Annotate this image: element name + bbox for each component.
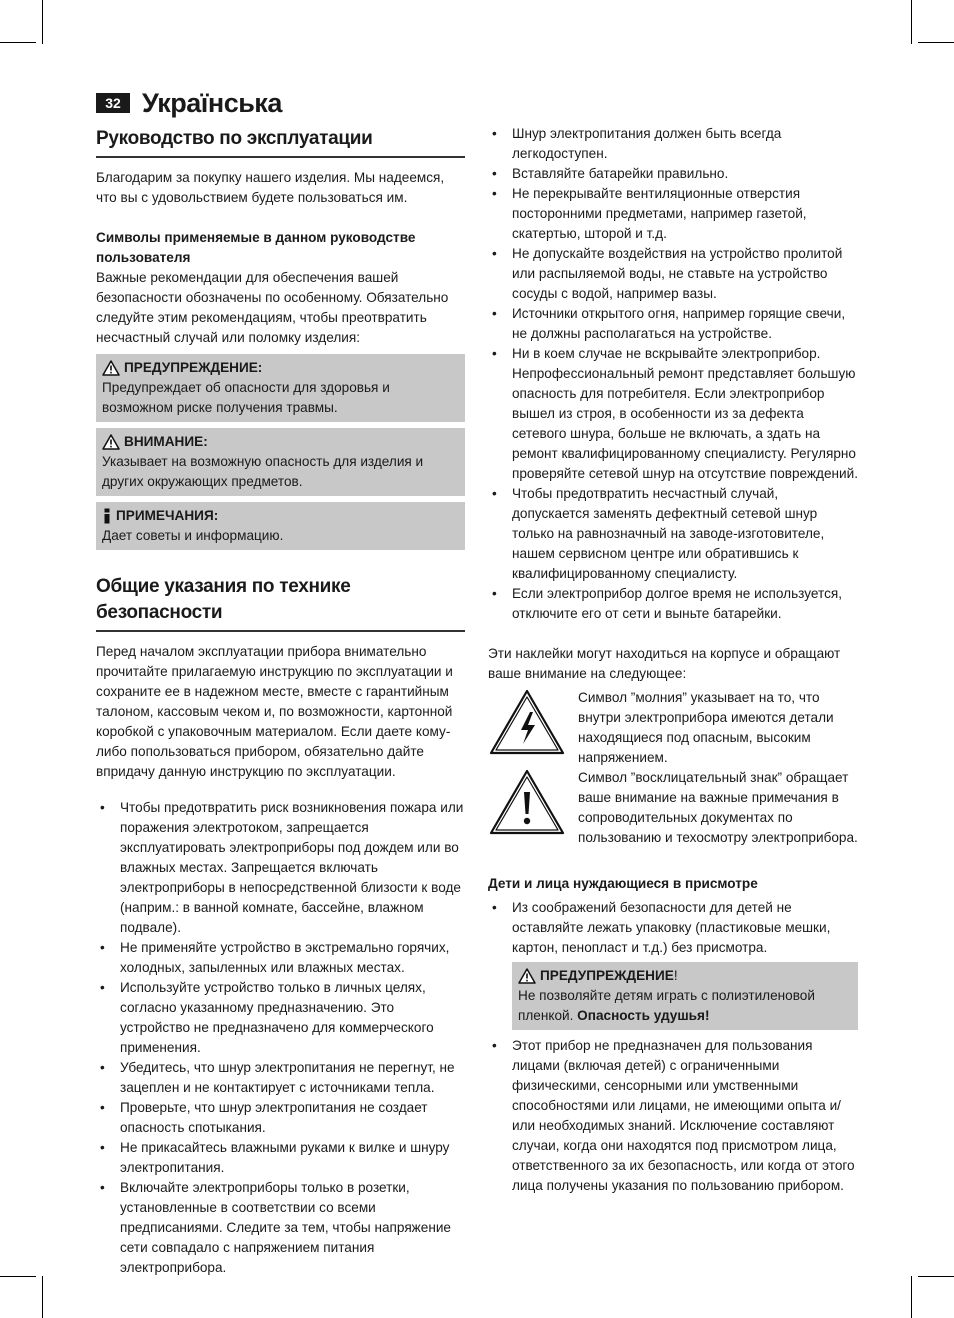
language-title: Українська	[142, 87, 282, 118]
notice-text: Дает советы и информацию.	[102, 528, 284, 543]
notice-label: ВНИМАНИЕ:	[124, 434, 208, 449]
notice-text	[518, 986, 852, 1026]
safety-list-left	[96, 798, 465, 1278]
notice-label: ПРЕДУПРЕЖДЕНИЕ	[540, 968, 674, 983]
notice-label: ПРИМЕЧАНИЯ:	[116, 508, 219, 523]
list-item: • Включайте электроприборы только в розетки, установленные в соответствии со всеми предписаниями. Следите за тем, чтобы напряжение сети совпадало с напряжением питания электроприбора.	[96, 1178, 465, 1278]
list-item: • Этот прибор не предназначен для пользования лицами (включая детей) с ограниченными физическими, сенсорными или умственными способностями или лицами, не имеющими опыта и/или необходимых знаний. Исключение составляют случаи, когда они находятся под присмотром лица, ответственного за их безопасность, или когда от этого лица получены указания по пользованию прибором.	[488, 1036, 858, 1196]
notice-text-bold: Опасность удушья!	[577, 1008, 710, 1023]
notice-label: ПРЕДУПРЕЖДЕНИЕ:	[124, 360, 263, 375]
sticker-exclamation	[488, 768, 858, 848]
lightning-warning-icon	[488, 688, 566, 756]
notice-text: Указывает на возможную опасность для изделия и других окружающих предметов.	[102, 454, 424, 489]
notice-text-normal: Не позволяйте детям играть с полиэтиленовой пленкой.	[518, 988, 815, 1023]
manual-intro: Благодарим за покупку нашего изделия. Мы надеемся, что вы с удовольствием будете пользоваться им.	[96, 170, 445, 205]
crop-mark	[42, 1276, 43, 1318]
list-item: • Не перекрывайте вентиляционные отверстия посторонними предметами, например газетой, скатертью, шторой и т.д.	[488, 184, 858, 244]
list-item: • Не допускайте воздействия на устройство пролитой или распыляемой воды, не ставьте на устройство сосуды с водой, например вазы.	[488, 244, 858, 304]
notice-note	[96, 502, 465, 550]
list-item: • Убедитесь, что шнур электропитания не перегнут, не зацеплен и не контактирует с источниками тепла.	[96, 1058, 465, 1098]
exclamation-warning-icon	[488, 768, 566, 836]
crop-mark	[0, 42, 36, 43]
list-item: • Из соображений безопасности для детей не оставляйте лежать упаковку (пластиковые мешки, картон, пенопласт и т.д.) без присмотра.	[488, 898, 858, 958]
crop-mark	[918, 1276, 954, 1277]
list-item: • Шнур электропитания должен быть всегда легкодоступен.	[488, 124, 858, 164]
warning-triangle-icon	[102, 434, 120, 450]
notice-children-warning	[512, 962, 858, 1030]
sticker-lightning	[488, 688, 858, 768]
list-item: • Проверьте, что шнур электропитания не создает опасность спотыкания.	[96, 1098, 465, 1138]
list-item: • Вставляйте батарейки правильно.	[488, 164, 858, 184]
page-header	[96, 86, 282, 120]
stickers-intro: Эти наклейки могут находиться на корпусе и обращают ваше внимание на следующее:	[488, 646, 841, 681]
list-item: • Если электроприбор долгое время не используется, отключите его от сети и выньте батарейки.	[488, 584, 858, 624]
notice-warning	[96, 354, 465, 422]
notice-label-suffix: !	[673, 968, 678, 983]
warning-triangle-icon	[518, 968, 536, 984]
list-item: • Используйте устройство только в личных целях, согласно указанному предназначению. Это устройство не предназначено для коммерческого применения.	[96, 978, 465, 1058]
crop-mark	[0, 1276, 36, 1277]
symbols-heading: Символы применяемые в данном руководстве пользователя	[96, 230, 416, 265]
symbols-text: Важные рекомендации для обеспечения вашей безопасности обозначены по особенному. Обязательно следуйте этим рекомендациям, чтобы преотвратить несчастный случай или поломку изделия:	[96, 270, 449, 345]
list-item: • Не прикасайтесь влажными руками к вилке и шнуру электропитания.	[96, 1138, 465, 1178]
right-column	[488, 124, 858, 1196]
safety-intro: Перед началом эксплуатации прибора внимательно прочитайте прилагаемую инструкцию по эксплуатации и сохраните ее в надежном месте, вместе с гарантийным талоном, кассовым чеком и, по возможности, картонной коробкой с упаковочным материалом. Если даете кому-либо попользоваться прибором, обязательно дайте впридачу данную инструкцию по эксплуатации.	[96, 644, 453, 779]
crop-mark	[911, 0, 912, 44]
children-list-2	[488, 1036, 858, 1196]
list-item: • Источники открытого огня, например горящие свечи, не должны располагаться на устройстве.	[488, 304, 858, 344]
crop-mark	[911, 1276, 912, 1318]
list-item: • Чтобы предотвратить риск возникновения пожара или поражения электротоком, запрещается эксплуатировать электроприборы под дождем или во влажных местах. Запрещается включать электроприборы в непосредственной близости к воде (наприм.: в ванной комнате, бассейне, влажном подвале).	[96, 798, 465, 938]
children-heading: Дети и лица нуждающиеся в присмотре	[488, 876, 758, 891]
notice-caution	[96, 428, 465, 496]
safety-title: Общие указания по технике безопасности	[96, 572, 465, 632]
crop-mark	[42, 0, 43, 44]
list-item: • Не применяйте устройство в экстремально горячих, холодных, запыленных или влажных местах.	[96, 938, 465, 978]
sticker-text: Символ ”молния” указывает на то, что внутри электроприбора имеются детали находящиеся под опасным, высоким напряжением.	[578, 690, 834, 765]
children-list-1	[488, 898, 858, 958]
manual-title: Руководство по эксплуатации	[96, 124, 465, 158]
sticker-text: Символ ”восклицательный знак” обращает ваше внимание на важные примечания в сопроводительных документах по пользованию и техосмотру электроприбора.	[578, 770, 858, 845]
page-number: 32	[96, 93, 130, 113]
list-item: • Ни в коем случае не вскрывайте электроприбор. Непрофессиональный ремонт представляет большую опасность для потребителя. Если электроприбор вышел из строя, в особенности из за дефекта сетевого шнура, больше не включать, а здать на ремонт квалифицированному специалисту. Регулярно проверяйте сетевой шнур на отсутствие повреждений.	[488, 344, 858, 484]
crop-mark	[918, 42, 954, 43]
safety-list-right	[488, 124, 858, 624]
info-i-icon	[102, 508, 112, 524]
warning-triangle-icon	[102, 360, 120, 376]
left-column	[96, 124, 465, 1278]
list-item: • Чтобы предотвратить несчастный случай, допускается заменять дефектный сетевой шнур только на равнозначный на заводе-изготовителе, нашем сервисном центре или обратившись к квалифицированному специалисту.	[488, 484, 858, 584]
notice-text: Предупреждает об опасности для здоровья и возможном риске получения травмы.	[102, 380, 390, 415]
